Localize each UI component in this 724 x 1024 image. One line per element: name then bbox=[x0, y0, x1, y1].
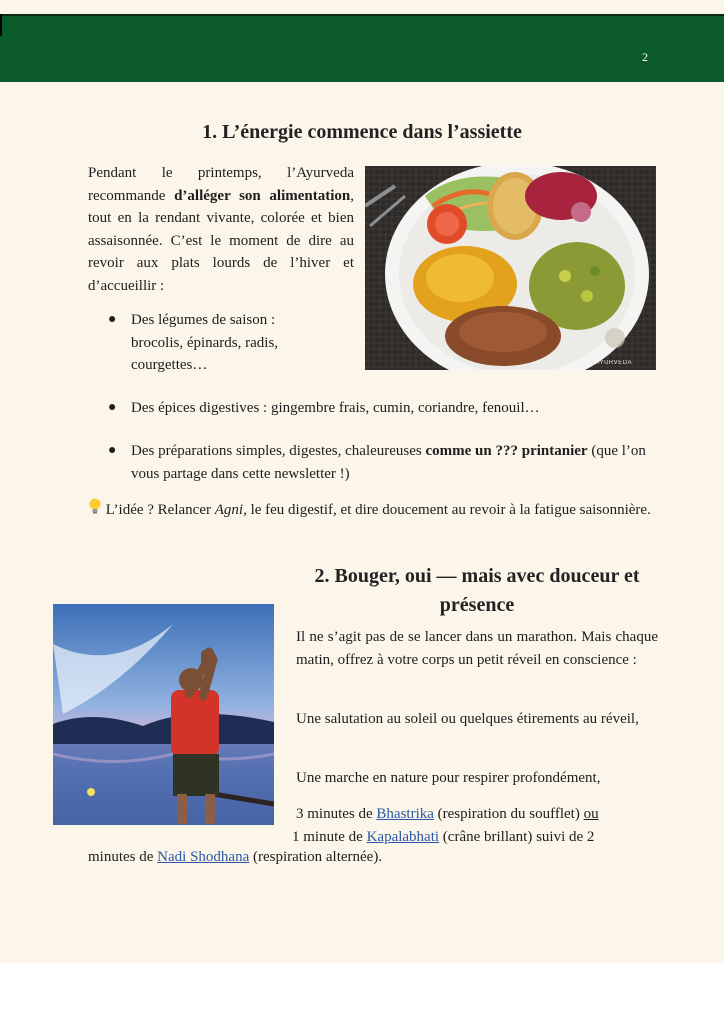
list-item bbox=[88, 309, 318, 377]
intro-suffix: , tout en la rendant vivante, colorée et bien assaisonnée. C’est le moment de dire au revoir aux plats lourds de l’hiver et d’accueillir : bbox=[88, 187, 354, 294]
food-plate-photo bbox=[365, 166, 656, 370]
yoga-sunrise-photo bbox=[53, 604, 274, 825]
header-top-border bbox=[0, 14, 724, 16]
idea-suffix: , le feu digestif, et dire doucement au revoir à la fatigue saisonnière. bbox=[243, 502, 651, 518]
bullet-list-3 bbox=[88, 440, 658, 485]
breath-text-3: 1 minute de bbox=[292, 828, 367, 845]
bullet-dot: ● bbox=[108, 443, 117, 458]
list-item-text: Des épices digestives : gingembre frais, cumin, coriandre, fenouil… bbox=[131, 400, 540, 416]
bhastrika-link[interactable]: Bhastrika bbox=[376, 806, 434, 822]
breathing-paragraph-cont bbox=[88, 846, 658, 869]
list-item-text-plain: Des préparations simples, digestes, chaleureuses bbox=[131, 443, 426, 459]
breath-text-4b: minutes de bbox=[88, 849, 158, 865]
breathing-paragraph bbox=[292, 803, 658, 848]
breath-text-1: 3 minutes de bbox=[296, 806, 377, 822]
bullet-dot: ● bbox=[108, 312, 117, 327]
section2-paragraph-1: Il ne s’agit pas de se lancer dans un marathon. Mais chaque matin, offrez à votre corps un petit réveil en conscience : bbox=[296, 629, 658, 668]
header-bar bbox=[0, 14, 724, 82]
list-item-text: Des légumes de saison : brocolis, épinards, radis, courgettes… bbox=[131, 312, 279, 373]
breath-text-2: (respiration du soufflet) bbox=[433, 806, 584, 822]
list-item bbox=[88, 440, 658, 485]
idea-prefix: L’idée ? Relancer bbox=[102, 502, 215, 518]
bullet-list-1 bbox=[88, 309, 318, 377]
section2-paragraph-3: Une marche en nature pour respirer profondément, bbox=[296, 770, 601, 786]
section1-intro bbox=[88, 162, 354, 297]
food-plate-image bbox=[365, 166, 656, 370]
section2-paragraph-2: Une salutation au soleil ou quelques étirements au réveil, bbox=[296, 711, 639, 727]
nadi-shodhana-link[interactable]: Nadi Shodhana bbox=[157, 849, 250, 865]
breath-text-4a: (crâne brillant) suivi de 2 bbox=[439, 828, 595, 845]
list-item-text-after: (que l’on vous partage dans cette newsletter !) bbox=[131, 443, 646, 482]
page-corner-mark bbox=[0, 14, 2, 36]
idea-agni: Agni bbox=[214, 502, 244, 518]
idea-paragraph bbox=[88, 498, 658, 523]
list-item bbox=[88, 397, 658, 420]
kapalabhati-link[interactable]: Kapalabhati bbox=[366, 828, 440, 845]
lightbulb-icon bbox=[88, 498, 102, 523]
section2-title: 2. Bouger, oui — mais avec douceur et présence bbox=[314, 565, 640, 616]
ou-underlined: ou bbox=[583, 806, 599, 822]
list-item-text-bold: comme un ??? printanier bbox=[425, 443, 588, 459]
intro-prefix: Pendant le printemps, l’Ayurveda recommande bbox=[88, 165, 354, 204]
yoga-sunrise-image bbox=[53, 604, 274, 825]
section1-title: 1. L’énergie commence dans l’assiette bbox=[202, 121, 522, 143]
intro-bold: d’alléger son alimentation bbox=[174, 187, 351, 204]
photo-watermark: AYURVEDA bbox=[595, 360, 632, 366]
breath-text-5: (respiration alternée). bbox=[249, 849, 383, 865]
bullet-list-2 bbox=[88, 397, 658, 420]
page-number: 2 bbox=[642, 50, 648, 64]
bullet-dot: ● bbox=[108, 400, 117, 415]
